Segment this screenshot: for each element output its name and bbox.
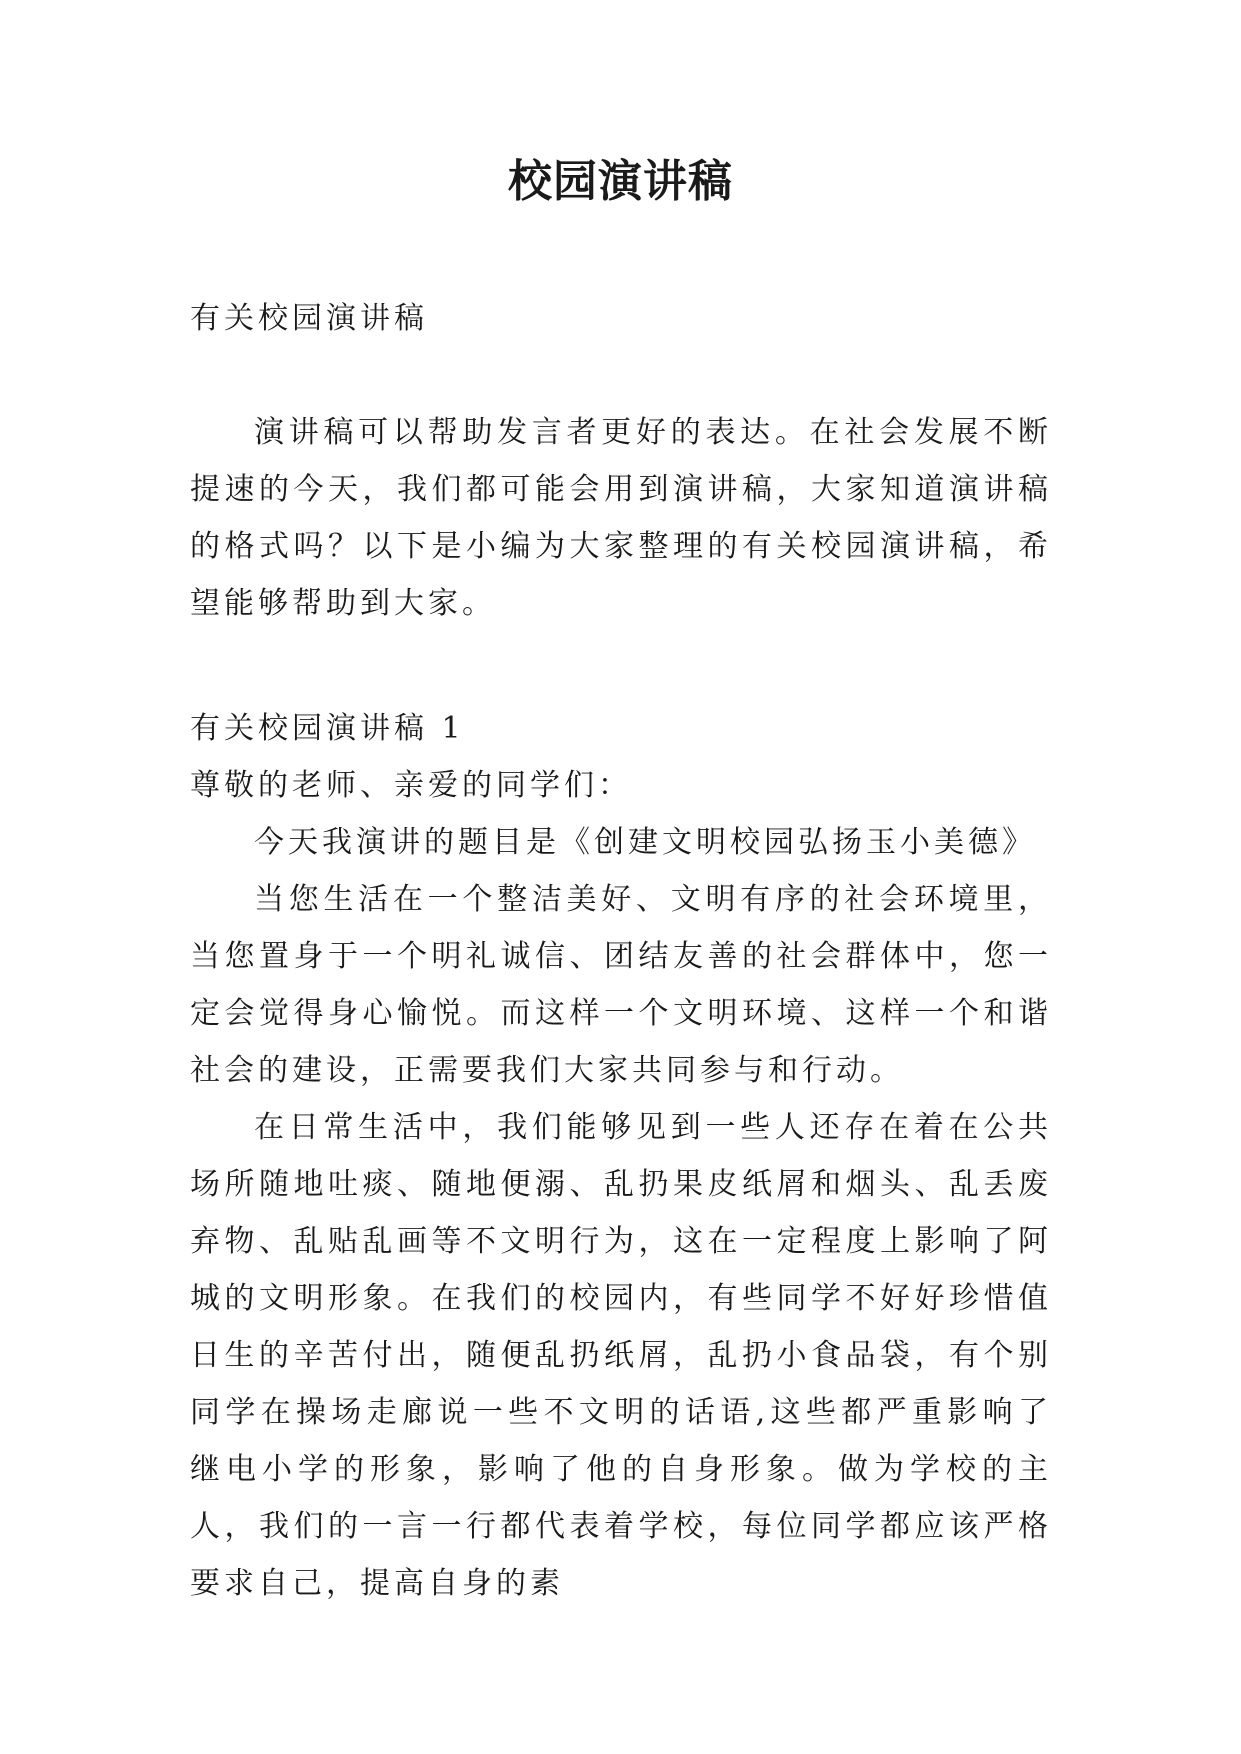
body-paragraph: 在日常生活中，我们能够见到一些人还存在着在公共场所随地吐痰、随地便溺、乱扔果皮纸屑和烟头、乱丢废弃物、乱贴乱画等不文明行为，这在一定程度上影响了阿城的文明形象。在我们的校园内，有些同学不好好珍惜值日生的辛苦付出，随便乱扔纸屑，乱扔小食品袋，有个别同学在操场走廊说一些不文明的话语,这些都严重影响了继电小学的形象，影响了他的自身形象。做为学校的主人，我们的一言一行都代表着学校，每位同学都应该严格要求自己，提高自身的素	[190, 1110, 1052, 1601]
document-title: 校园演讲稿	[508, 156, 733, 207]
document-subtitle: 有关校园演讲稿	[190, 301, 428, 336]
section-heading: 有关校园演讲稿 1	[190, 711, 465, 746]
body-paragraph: 当您生活在一个整洁美好、文明有序的社会环境里，当您置身于一个明礼诚信、团结友善的社会群体中，您一定会觉得身心愉悦。而这样一个文明环境、这样一个和谐社会的建设，正需要我们大家共同参与和行动。	[190, 882, 1052, 1088]
intro-paragraph: 演讲稿可以帮助发言者更好的表达。在社会发展不断提速的今天，我们都可能会用到演讲稿，大家知道演讲稿的格式吗？以下是小编为大家整理的有关校园演讲稿，希望能够帮助到大家。	[190, 415, 1052, 621]
salutation: 尊敬的老师、亲爱的同学们：	[190, 768, 632, 803]
speech-topic: 今天我演讲的题目是《创建文明校园弘扬玉小美德》	[254, 825, 1036, 860]
